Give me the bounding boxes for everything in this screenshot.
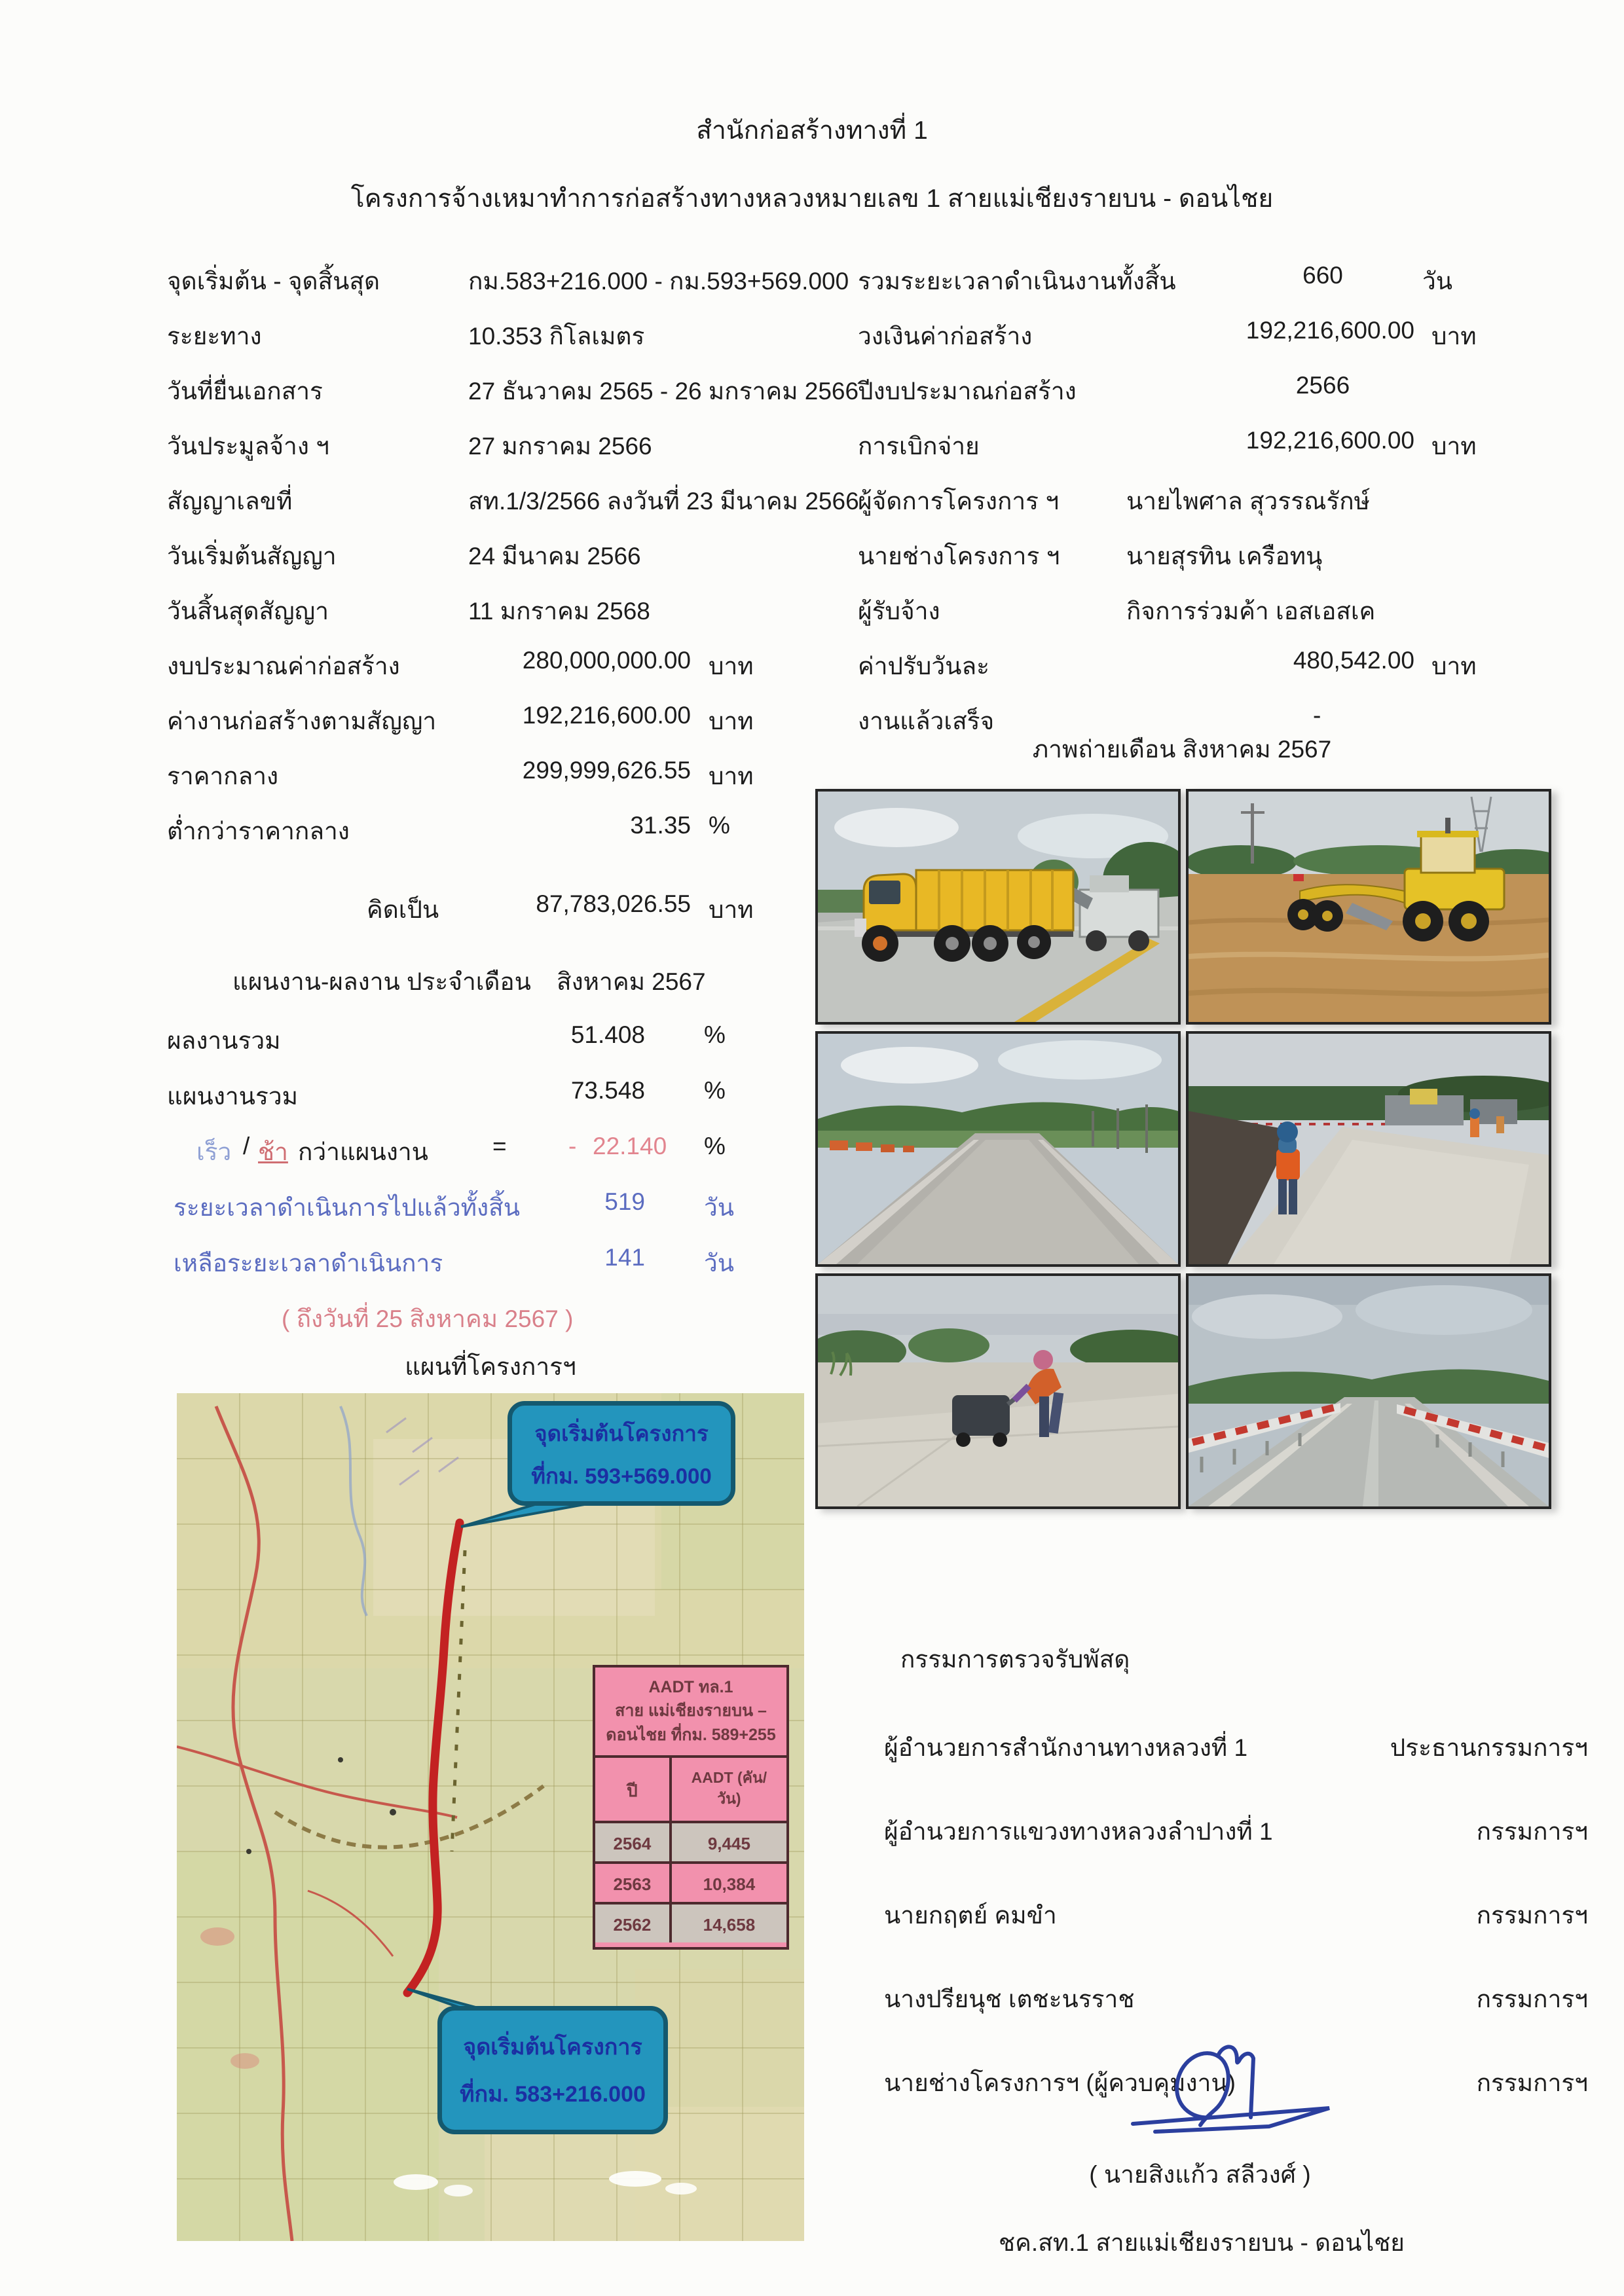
committee-member-role: กรรมการฯ (1476, 1818, 1588, 1845)
field-label: ปีงบประมาณก่อสร้าง (858, 378, 1077, 405)
field-value: 27 ธันวาคม 2565 - 26 มกราคม 2566 (468, 378, 859, 405)
field-value: กิจการร่วมค้า เอสเอสเค (1126, 598, 1376, 625)
construction-photo-gravel-road (815, 1031, 1181, 1267)
field-value: 31.35 (630, 812, 691, 839)
committee-member-name: นายช่างโครงการฯ (ผู้ควบคุมงาน) (884, 2069, 1236, 2096)
page-title: สำนักก่อสร้างทางที่ 1 (696, 117, 928, 145)
field-label: วงเงินค่าก่อสร้าง (858, 323, 1033, 350)
field-label: ค่างานก่อสร้างตามสัญญา (167, 708, 437, 735)
field-label: งบประมาณค่าก่อสร้าง (167, 653, 400, 680)
fast-word: เร็ว (196, 1139, 232, 1165)
aadt-col-year: ปี (595, 1758, 672, 1821)
field-value: 2566 (1295, 372, 1350, 399)
committee-member-name: นางปรียนุช เตชะนรราช (884, 1986, 1135, 2013)
field-value: 192,216,600.00 (522, 702, 691, 729)
committee-heading: กรรมการตรวจรับพัสดุ (900, 1646, 1130, 1673)
progress-month: สิงหาคม 2567 (557, 968, 706, 995)
field-label: ผู้รับจ้าง (858, 598, 940, 625)
aadt-title-line2: สาย แม่เชียงรายบน – (615, 1702, 767, 1721)
construction-photo-saw-cutting (815, 1273, 1181, 1509)
field-label: รวมระยะเวลาดำเนินงานทั้งสิ้น (858, 268, 1176, 295)
aadt-title-line3: ดอนไชย ที่กม. 589+255 (606, 1725, 776, 1744)
field-value: 192,216,600.00 (1246, 427, 1414, 454)
aadt-year: 2563 (595, 1864, 672, 1902)
field-unit: บาท (1431, 323, 1477, 350)
vs-plan-label: กว่าแผนงาน (298, 1139, 428, 1165)
slash: / (243, 1133, 250, 1159)
signatory-unit: ชค.สท.1 สายแม่เชียงรายบน - ดอนไชย (999, 2229, 1405, 2256)
field-unit: % (709, 812, 730, 839)
field-label: คิดเป็น (367, 896, 439, 923)
construction-photo-guardrail-road (1186, 1273, 1551, 1509)
field-label: ผู้จัดการโครงการ ฯ (858, 488, 1060, 515)
committee-member-role: กรรมการฯ (1476, 1902, 1588, 1929)
diff-unit: % (704, 1133, 726, 1159)
field-label: วันประมูลจ้าง ฯ (167, 433, 329, 460)
field-value: - (1313, 702, 1321, 729)
map-callout-end-km (507, 1401, 735, 1506)
field-value: 10.353 กิโลเมตร (468, 323, 645, 350)
callout-line2: ที่กม. 593+569.000 (531, 1464, 712, 1488)
field-value: นายไพศาล สุวรรณรักษ์ (1126, 488, 1371, 515)
remaining-label: เหลือระยะเวลาดำเนินการ (174, 1250, 443, 1277)
plan-value: 73.548 (570, 1077, 645, 1104)
callout-line1: จุดเริ่มต้นโครงการ (463, 2035, 642, 2060)
committee-member-role: ประธานกรรมการฯ (1390, 1734, 1588, 1761)
field-unit: บาท (1431, 433, 1477, 460)
field-value: 192,216,600.00 (1246, 317, 1414, 344)
committee-member-role: กรรมการฯ (1476, 1986, 1588, 2013)
as-of-note: ( ถึงวันที่ 25 สิงหาคม 2567 ) (282, 1305, 574, 1332)
equals-sign: = (492, 1133, 507, 1159)
construction-photo-truck-milling (815, 789, 1181, 1025)
field-label: ค่าปรับวันละ (858, 653, 989, 680)
field-label: ราคากลาง (167, 763, 279, 790)
field-value: 299,999,626.55 (522, 757, 691, 784)
aadt-table (593, 1665, 789, 1950)
field-value: 660 (1302, 262, 1343, 289)
actual-label: ผลงานรวม (167, 1027, 281, 1054)
committee-member-name: ผู้อำนวยการสำนักงานทางหลวงที่ 1 (884, 1734, 1248, 1761)
field-label: งานแล้วเสร็จ (858, 708, 995, 735)
map-callout-start-km (437, 2006, 668, 2134)
field-value: กม.583+216.000 - กม.593+569.000 (468, 268, 849, 295)
construction-photo-grader (1186, 789, 1551, 1025)
field-value: นายสุรทิน เครือทนุ (1126, 543, 1323, 570)
callout-line2: ที่กม. 583+216.000 (460, 2082, 646, 2107)
construction-photo-concrete-pour (1186, 1031, 1551, 1267)
aadt-value: 10,384 (703, 1874, 756, 1894)
aadt-value: 9,445 (707, 1834, 750, 1853)
aadt-year: 2562 (595, 1904, 672, 1942)
elapsed-label: ระยะเวลาดำเนินการไปแล้วทั้งสิ้น (174, 1194, 520, 1221)
committee-member-name: นายกฤตย์ คมขำ (884, 1902, 1057, 1929)
field-label: จุดเริ่มต้น - จุดสิ้นสุด (167, 268, 380, 295)
field-label: ต่ำกว่าราคากลาง (167, 818, 350, 845)
aadt-col-header: AADT (คัน/ (691, 1769, 767, 1786)
elapsed-value: 519 (604, 1188, 645, 1215)
field-label: สัญญาเลขที่ (167, 488, 293, 515)
field-value: 480,542.00 (1293, 647, 1414, 674)
field-label: วันสิ้นสุดสัญญา (167, 598, 329, 625)
field-unit: วัน (1422, 268, 1453, 295)
progress-heading: แผนงาน-ผลงาน ประจำเดือน (232, 968, 531, 995)
actual-unit: % (704, 1021, 726, 1048)
aadt-value: 14,658 (703, 1915, 756, 1935)
field-unit: บาท (709, 896, 754, 923)
callout-line1: จุดเริ่มต้นโครงการ (534, 1421, 709, 1446)
aadt-title-line1: AADT ทล.1 (648, 1678, 733, 1696)
slow-word: ช้า (258, 1139, 288, 1165)
field-value: 11 มกราคม 2568 (468, 598, 650, 625)
field-label: วันเริ่มต้นสัญญา (167, 543, 337, 570)
actual-value: 51.408 (570, 1021, 645, 1048)
field-unit: บาท (709, 653, 754, 680)
aadt-col-header2: วัน) (717, 1790, 741, 1808)
elapsed-unit: วัน (704, 1194, 735, 1221)
committee-member-name: ผู้อำนวยการแขวงทางหลวงลำปางที่ 1 (884, 1818, 1273, 1845)
plan-label: แผนงานรวม (167, 1083, 298, 1110)
signature-ink (1113, 2041, 1388, 2146)
field-label: ระยะทาง (167, 323, 262, 350)
signatory-name: ( นายสิงแก้ว สลีวงศ์ ) (1089, 2161, 1311, 2188)
diff-value: 22.140 (593, 1133, 667, 1159)
remaining-unit: วัน (704, 1250, 735, 1277)
photos-heading: ภาพถ่ายเดือน สิงหาคม 2567 (1032, 736, 1332, 763)
committee-member-role: กรรมการฯ (1476, 2069, 1588, 2096)
field-value: 24 มีนาคม 2566 (468, 543, 641, 570)
field-value: 27 มกราคม 2566 (468, 433, 652, 460)
field-label: วันที่ยื่นเอกสาร (167, 378, 323, 405)
aadt-year: 2564 (595, 1823, 672, 1861)
project-map (177, 1393, 804, 2241)
remaining-value: 141 (604, 1244, 645, 1271)
field-value: สท.1/3/2566 ลงวันที่ 23 มีนาคม 2566 (468, 488, 859, 515)
field-label: นายช่างโครงการ ฯ (858, 543, 1060, 570)
project-title: โครงการจ้างเหมาทำการก่อสร้างทางหลวงหมายเลข 1 สายแม่เชียงรายบน - ดอนไชย (350, 185, 1274, 213)
field-unit: บาท (709, 763, 754, 790)
map-heading: แผนที่โครงการฯ (405, 1353, 576, 1380)
field-unit: บาท (709, 708, 754, 735)
minus-sign: - (568, 1133, 577, 1159)
plan-unit: % (704, 1077, 726, 1104)
field-value: 280,000,000.00 (522, 647, 691, 674)
field-unit: บาท (1431, 653, 1477, 680)
field-value: 87,783,026.55 (536, 890, 691, 917)
field-label: การเบิกจ่าย (858, 433, 980, 460)
